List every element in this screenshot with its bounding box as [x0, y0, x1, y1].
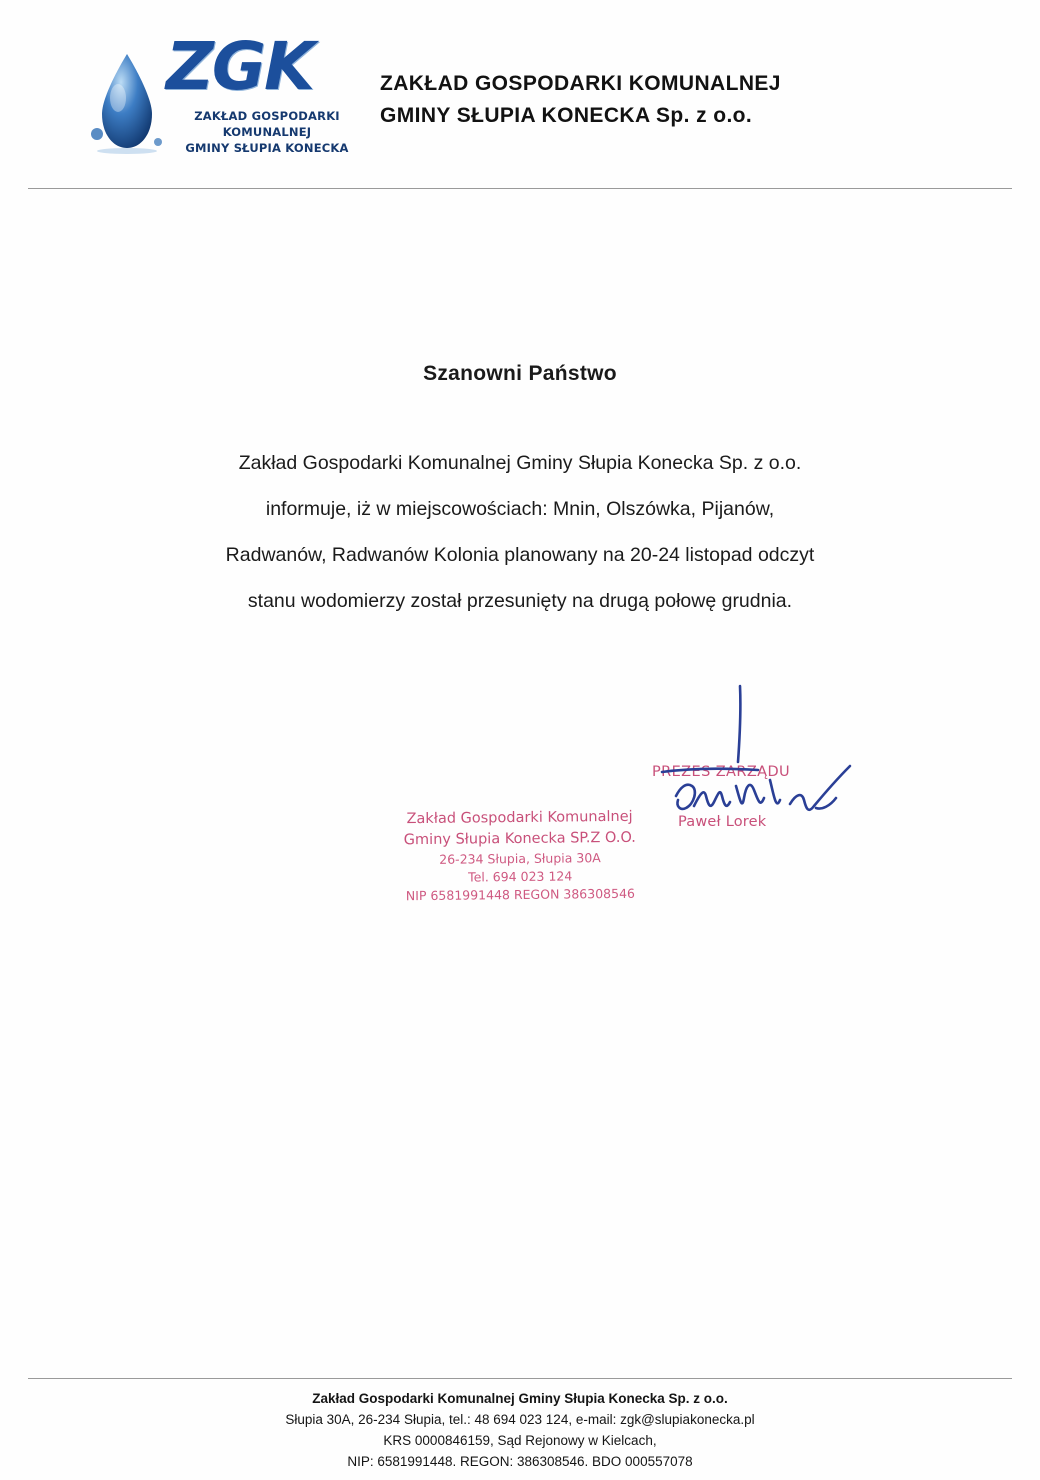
footer-line-3: KRS 0000846159, Sąd Rejonowy w Kielcach,: [383, 1433, 657, 1448]
letter-body-line-3: Radwanów, Radwanów Kolonia planowany na 20-24 listopad odczyt: [225, 544, 815, 566]
stamp-line-2: Gminy Słupia Konecka SP.Z O.O.: [403, 829, 636, 849]
company-stamp: [395, 807, 646, 906]
header-title-line-1: ZAKŁAD GOSPODARKI KOMUNALNEJ: [380, 72, 781, 95]
signature-name: Paweł Lorek: [678, 814, 767, 830]
company-logo: [62, 28, 362, 172]
footer-line-1: Zakład Gospodarki Komunalnej Gminy Słupia Konecka Sp. z o.o.: [312, 1391, 728, 1406]
letter-body-line-1: Zakład Gospodarki Komunalnej Gminy Słupia Konecka Sp. z o.o.: [238, 452, 802, 474]
footer: [0, 1388, 1040, 1472]
logo-subtitle-line-2: KOMUNALNEJ: [222, 125, 312, 139]
header-divider: [28, 188, 1012, 189]
letter-body-line-4: stanu wodomierzy został przesunięty na drugą połowę grudnia.: [247, 590, 793, 612]
stamp-line-4: Tel. 694 023 124: [468, 868, 573, 885]
signature-block: [640, 668, 910, 848]
letter-body-line-2: informuje, iż w miejscowościach: Mnin, Olszówka, Pijanów,: [265, 498, 775, 520]
handwritten-signature-icon: [640, 668, 910, 848]
stamp-line-5: NIP 6581991448 REGON 386308546: [405, 885, 636, 904]
water-drop-icon: [88, 50, 166, 154]
signature-title: PREZES ZARZĄDU: [652, 764, 791, 780]
header-title-line-2: GMINY SŁUPIA KONECKA Sp. z o.o.: [380, 104, 753, 127]
footer-line-4: NIP: 6581991448. REGON: 386308546. BDO 000557078: [347, 1454, 693, 1469]
page-title: [380, 68, 970, 132]
stamp-line-1: Zakład Gospodarki Komunalnej: [406, 808, 633, 828]
letterhead: [0, 26, 1040, 176]
letter-body: [120, 440, 920, 624]
logo-acronym: ZGK: [166, 28, 314, 105]
stamp-line-3: 26-234 Słupia, Słupia 30A: [439, 850, 601, 867]
salutation: Szanowni Państwo: [423, 362, 617, 385]
logo-subtitle: [172, 108, 362, 156]
logo-subtitle-line-3: GMINY SŁUPIA KONECKA: [185, 141, 349, 155]
logo-subtitle-line-1: ZAKŁAD GOSPODARKI: [194, 109, 340, 123]
footer-line-2: Słupia 30A, 26-234 Słupia, tel.: 48 694 023 124, e-mail: zgk@slupiakonecka.pl: [285, 1412, 755, 1427]
footer-divider: [28, 1378, 1012, 1379]
